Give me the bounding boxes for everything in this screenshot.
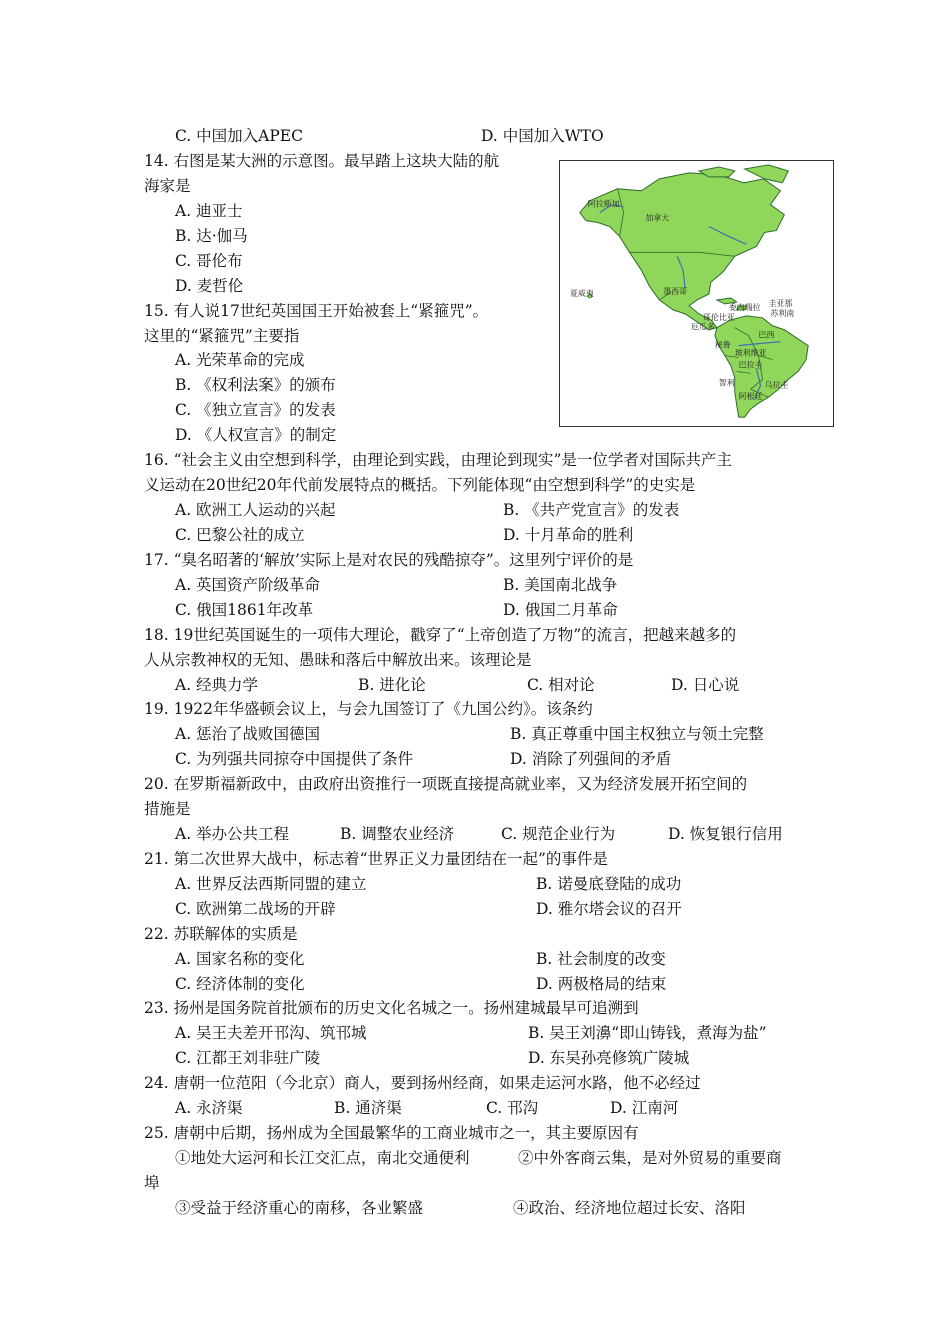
q15-stem: 15. 有人说17世纪英国国王开始被套上“紧箍咒”。 [144,302,489,320]
label-peru: 秘鲁 [714,340,731,350]
q19-option-b: B. 真正尊重中国主权独立与领土完整 [510,725,764,743]
q25-stem: 25. 唐朝中后期，扬州成为全国最繁华的工商业城市之一，其主要原因有 [144,1124,639,1142]
q25-item-1: ①地处大运河和长江交汇点，南北交通便利 [175,1149,470,1167]
q22-option-d: D. 两极格局的结束 [536,975,667,993]
label-suriname: 苏利南 [770,308,795,318]
q20-option-d: D. 恢复银行信用 [668,825,783,843]
q22-option-a: A. 国家名称的变化 [175,950,305,968]
q23-option-b: B. 吴王刘濞“即山铸钱，煮海为盐” [528,1024,767,1042]
label-alaska: 阿拉斯加 [587,199,620,209]
label-paraguay: 巴拉圭 [738,360,763,370]
q22-option-c: C. 经济体制的变化 [175,975,305,993]
label-argentina: 阿根廷 [738,392,763,402]
q13-option-c: C. 中国加入APEC [175,127,303,145]
q16-option-b: B. 《共产党宣言》的发表 [503,501,680,519]
q18-option-a: A. 经典力学 [175,676,259,694]
label-chile: 智利 [718,378,735,388]
q20-stem: 20. 在罗斯福新政中，由政府出资推行一项既直接提高就业率，又为经济发展开拓空间的 [144,775,748,793]
q16-option-d: D. 十月革命的胜利 [503,526,634,544]
q20-option-c: C. 规范企业行为 [501,825,616,843]
q13-option-d: D. 中国加入WTO [481,127,604,145]
label-mexico: 墨西哥 [663,286,688,296]
label-guyana: 圭亚那 [768,298,793,308]
q15-option-b: B. 《权利法案》的颁布 [175,376,336,394]
q25-item-2-cont: 埠 [144,1174,160,1192]
label-ecuador: 厄瓜多 [691,322,715,332]
q15-stem-cont: 这里的“紧箍咒”主要指 [144,327,300,345]
q17-option-a: A. 英国资产阶级革命 [175,576,321,594]
q25-item-2: ②中外客商云集，是对外贸易的重要商 [518,1149,782,1167]
q24-option-c: C. 邗沟 [486,1099,539,1117]
q17-option-b: B. 美国南北战争 [503,576,618,594]
q18-option-d: D. 日心说 [671,676,740,694]
q19-option-c: C. 为列强共同掠夺中国提供了条件 [175,750,414,768]
q18-stem: 18. 19世纪英国诞生的一项伟大理论，戳穿了“上帝创造了万物”的流言，把越来越多的 [144,626,737,644]
q15-option-d: D. 《人权宣言》的制定 [175,426,337,444]
q18-option-c: C. 相对论 [527,676,595,694]
q19-option-d: D. 消除了列强间的矛盾 [510,750,672,768]
q24-stem: 24. 唐朝一位范阳（今北京）商人，要到扬州经商，如果走运河水路，他不必经过 [144,1074,701,1092]
q20-option-a: A. 举办公共工程 [175,825,290,843]
q18-option-b: B. 进化论 [358,676,426,694]
americas-map-svg [560,161,833,426]
q21-option-a: A. 世界反法西斯同盟的建立 [175,875,367,893]
q19-option-a: A. 惩治了战败国德国 [175,725,321,743]
q21-option-c: C. 欧洲第二战场的开辟 [175,900,336,918]
q19-stem: 19. 1922年华盛顿会议上，与会九国签订了《九国公约》。该条约 [144,700,593,718]
q22-stem: 22. 苏联解体的实质是 [144,925,298,943]
q23-option-c: C. 江都王刘非驻广陵 [175,1049,321,1067]
q17-option-d: D. 俄国二月革命 [503,601,618,619]
q14-option-c: C. 哥伦布 [175,252,243,270]
q14-stem: 14. 右图是某大洲的示意图。最早踏上这块大陆的航 [144,152,500,170]
q25-item-4: ④政治、经济地位超过长安、洛阳 [513,1199,746,1217]
label-brazil: 巴西 [758,330,775,340]
label-canada: 加拿大 [645,213,670,223]
q14-option-d: D. 麦哲伦 [175,277,244,295]
q24-option-d: D. 江南河 [610,1099,679,1117]
q15-option-a: A. 光荣革命的完成 [175,351,305,369]
label-venezuela: 委内瑞拉 [728,302,761,312]
q17-stem: 17. “臭名昭著的‘解放’实际上是对农民的残酷掠夺”。这里列宁评价的是 [144,551,634,569]
q16-stem-cont: 义运动在20世纪20年代前发展特点的概括。下列能体现“由空想到科学”的史实是 [144,476,696,494]
q16-stem: 16. “社会主义由空想到科学，由理论到实践，由理论到现实”是一位学者对国际共产主 [144,451,732,469]
label-uruguay: 乌拉圭 [764,380,789,390]
q16-option-a: A. 欧洲工人运动的兴起 [175,501,336,519]
q14-option-a: A. 迪亚士 [175,202,243,220]
q24-option-b: B. 通济渠 [334,1099,402,1117]
q21-option-b: B. 诺曼底登陆的成功 [536,875,682,893]
q15-option-c: C. 《独立宣言》的发表 [175,401,336,419]
q23-option-d: D. 东吴孙亮修筑广陵城 [528,1049,690,1067]
q16-option-c: C. 巴黎公社的成立 [175,526,305,544]
label-colombia: 哥伦比亚 [702,312,735,322]
q14-stem-cont: 海家是 [144,177,191,195]
q21-option-d: D. 雅尔塔会议的召开 [536,900,682,918]
q22-option-b: B. 社会制度的改变 [536,950,666,968]
americas-map [559,160,834,427]
label-bolivia: 玻利维亚 [734,348,767,358]
q20-stem-cont: 措施是 [144,800,191,818]
q18-stem-cont: 人从宗教神权的无知、愚昧和落后中解放出来。该理论是 [144,651,532,669]
label-hawaii: 夏威夷 [569,288,594,298]
q25-item-3: ③受益于经济重心的南移，各业繁盛 [175,1199,424,1217]
q24-option-a: A. 永济渠 [175,1099,243,1117]
q21-stem: 21. 第二次世界大战中，标志着“世界正义力量团结在一起”的事件是 [144,850,608,868]
q23-option-a: A. 吴王夫差开邗沟、筑邗城 [175,1024,367,1042]
q14-option-b: B. 达·伽马 [175,227,248,245]
q23-stem: 23. 扬州是国务院首批颁布的历史文化名城之一。扬州建城最早可追溯到 [144,999,639,1017]
q20-option-b: B. 调整农业经济 [340,825,455,843]
q17-option-c: C. 俄国1861年改革 [175,601,314,619]
